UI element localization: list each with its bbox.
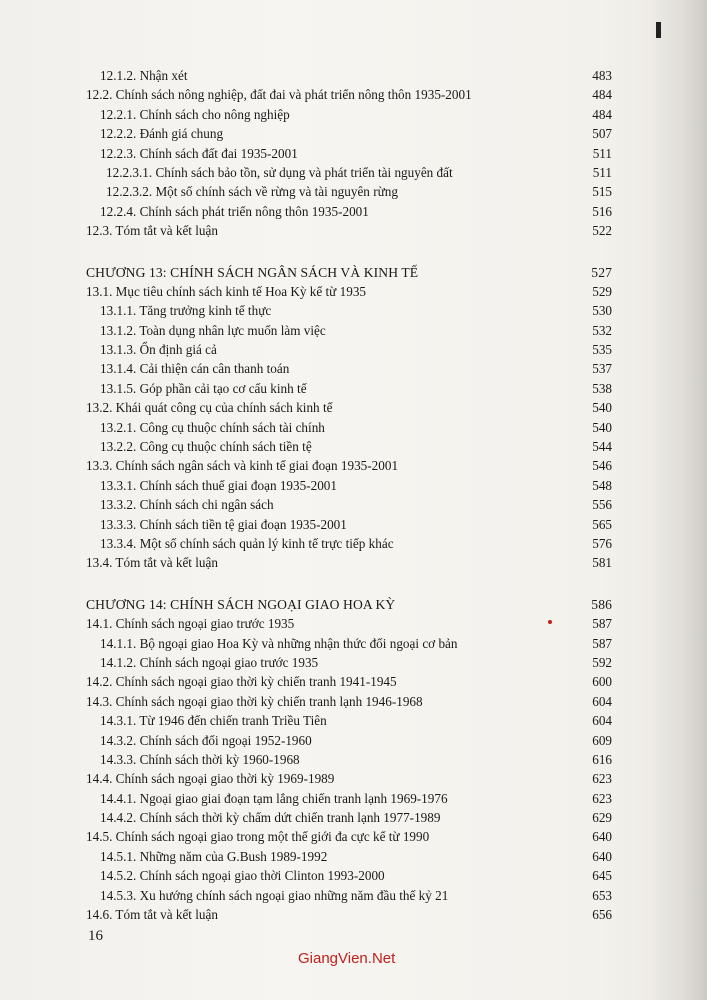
toc-entry[interactable] xyxy=(86,905,612,924)
toc-entry[interactable] xyxy=(86,731,612,750)
toc-entry[interactable] xyxy=(86,789,612,808)
toc-entry-page: 576 xyxy=(592,535,612,551)
toc-entry[interactable] xyxy=(86,692,612,711)
toc-entry-page: 483 xyxy=(592,68,612,83)
toc-entry[interactable] xyxy=(86,221,612,240)
toc-chapter-heading[interactable] xyxy=(86,263,612,282)
ink-speck xyxy=(548,620,552,624)
toc-entry-page: 538 xyxy=(592,380,612,396)
toc-entry-page: 587 xyxy=(592,616,612,632)
toc-entry[interactable] xyxy=(86,301,612,320)
toc-entry-page: 484 xyxy=(592,87,612,103)
toc-entry-title: 12.2.3. Chính sách đất đai 1935-2001 xyxy=(100,145,298,161)
toc-entry-page: 629 xyxy=(592,810,612,826)
toc-entry-page: 586 xyxy=(591,596,612,612)
toc-entry-page: 640 xyxy=(592,829,612,845)
toc-entry[interactable] xyxy=(86,553,612,572)
toc-entry-title: 14.1. Chính sách ngoại giao trước 1935 xyxy=(86,616,295,632)
toc-entry-title: 13.2.1. Công cụ thuộc chính sách tài chính xyxy=(100,419,325,435)
toc-entry[interactable] xyxy=(86,515,612,534)
toc-entry-title: 12.2.1. Chính sách cho nông nghiệp xyxy=(100,106,290,122)
toc-entry[interactable] xyxy=(86,437,612,456)
page-number: 16 xyxy=(88,928,103,944)
toc-entry-title: 14.3.3. Chính sách thời kỳ 1960-1968 xyxy=(100,751,300,767)
toc-chapter-heading[interactable] xyxy=(86,595,612,614)
page-edge-shadow xyxy=(649,0,707,1000)
toc-entry-page: 604 xyxy=(592,713,612,729)
toc-entry[interactable] xyxy=(86,653,612,672)
table-of-contents xyxy=(86,66,612,924)
toc-entry-title: 12.2.2. Đánh giá chung xyxy=(100,126,224,142)
toc-entry-page: 544 xyxy=(592,439,612,455)
toc-entry-title: 13.1.5. Góp phần cải tạo cơ cấu kinh tế xyxy=(100,380,307,396)
toc-entry[interactable] xyxy=(86,340,612,359)
toc-entry-page: 592 xyxy=(592,654,612,670)
toc-entry-title: 14.3. Chính sách ngoại giao thời kỳ chiến tranh lạnh 1946-1968 xyxy=(86,693,423,709)
section-gap xyxy=(86,573,612,595)
toc-entry-title: 13.1.3. Ổn định giá cả xyxy=(100,342,217,358)
toc-entry-page: 527 xyxy=(591,264,612,280)
toc-entry-page: 616 xyxy=(592,751,612,767)
toc-entry[interactable] xyxy=(86,711,612,730)
toc-entry-page: 565 xyxy=(592,516,612,532)
toc-entry-page: 511 xyxy=(592,164,612,180)
toc-entry[interactable] xyxy=(86,827,612,846)
toc-entry-title: 13.2.2. Công cụ thuộc chính sách tiền tệ xyxy=(100,439,312,455)
toc-entry[interactable] xyxy=(86,456,612,475)
toc-entry[interactable] xyxy=(86,398,612,417)
toc-entry[interactable] xyxy=(86,379,612,398)
toc-entry-title: CHƯƠNG 13: CHÍNH SÁCH NGÂN SÁCH VÀ KINH TẾ xyxy=(86,264,419,280)
toc-entry-title: 13.2. Khái quát công cụ của chính sách kinh tế xyxy=(86,400,333,416)
toc-entry[interactable] xyxy=(86,534,612,553)
toc-entry-page: 556 xyxy=(592,497,612,513)
toc-entry[interactable] xyxy=(86,359,612,378)
toc-entry[interactable] xyxy=(86,672,612,691)
toc-entry-page: 581 xyxy=(592,555,612,571)
toc-entry-page: 511 xyxy=(592,145,612,161)
toc-entry-title: 14.4.1. Ngoại giao giai đoạn tạm lắng chiến tranh lạnh 1969-1976 xyxy=(100,790,448,806)
toc-entry-page: 537 xyxy=(592,361,612,377)
toc-entry-page: 640 xyxy=(592,848,612,864)
toc-entry-title: 13.3.1. Chính sách thuế giai đoạn 1935-2001 xyxy=(100,477,337,493)
toc-entry-title: 13.1.4. Cải thiện cán cân thanh toán xyxy=(100,361,290,377)
toc-entry[interactable] xyxy=(86,847,612,866)
toc-entry[interactable] xyxy=(86,614,612,633)
toc-entry[interactable] xyxy=(86,634,612,653)
toc-entry-page: 540 xyxy=(592,400,612,416)
toc-entry-title: 12.2.3.1. Chính sách bảo tồn, sử dụng và phát triển tài nguyên đất xyxy=(106,164,453,180)
toc-entry[interactable] xyxy=(86,418,612,437)
toc-entry[interactable] xyxy=(86,66,612,85)
toc-entry-title: 14.3.1. Từ 1946 đến chiến tranh Triều Tiên xyxy=(100,713,327,729)
toc-entry[interactable] xyxy=(86,182,612,201)
toc-entry-page: 530 xyxy=(592,303,612,319)
toc-entry[interactable] xyxy=(86,105,612,124)
toc-entry[interactable] xyxy=(86,85,612,104)
toc-entry-page: 548 xyxy=(592,477,612,493)
toc-entry-page: 507 xyxy=(592,126,612,142)
toc-entry-page: 535 xyxy=(592,342,612,358)
toc-entry[interactable] xyxy=(86,866,612,885)
toc-entry-page: 604 xyxy=(592,693,612,709)
toc-entry[interactable] xyxy=(86,769,612,788)
toc-entry[interactable] xyxy=(86,202,612,221)
toc-entry-title: 14.1.2. Chính sách ngoại giao trước 1935 xyxy=(100,654,319,670)
toc-entry-title: 14.1.1. Bộ ngoại giao Hoa Kỳ và những nhận thức đối ngoại cơ bản xyxy=(100,635,458,651)
section-gap xyxy=(86,241,612,263)
toc-entry-title: 12.2.3.2. Một số chính sách về rừng và tài nguyên rừng xyxy=(106,184,398,200)
toc-entry-page: 609 xyxy=(592,732,612,748)
toc-entry-page: 546 xyxy=(592,458,612,474)
toc-entry-title: 13.1.1. Tăng trưởng kinh tế thực xyxy=(100,303,272,319)
toc-entry-title: 13.3.4. Một số chính sách quản lý kinh tế trực tiếp khác xyxy=(100,535,394,551)
toc-entry-title: 13.3.3. Chính sách tiền tệ giai đoạn 1935-2001 xyxy=(100,516,347,532)
toc-entry-page: 587 xyxy=(592,635,612,651)
toc-entry-page: 484 xyxy=(592,106,612,122)
toc-entry-title: 13.1.2. Toàn dụng nhân lực muốn làm việc xyxy=(100,322,326,338)
toc-entry-page: 600 xyxy=(592,674,612,690)
toc-entry-title: 13.3. Chính sách ngân sách và kinh tế giai đoạn 1935-2001 xyxy=(86,458,399,474)
toc-entry-title: 14.4. Chính sách ngoại giao thời kỳ 1969-1989 xyxy=(86,771,335,787)
toc-entry-title: 13.1. Mục tiêu chính sách kinh tế Hoa Kỳ kể từ 1935 xyxy=(86,283,367,299)
toc-entry-page: 516 xyxy=(592,203,612,219)
toc-entry-title: 12.3. Tóm tắt và kết luận xyxy=(86,223,218,239)
toc-entry-title: 14.5. Chính sách ngoại giao trong một thế giới đa cực kể từ 1990 xyxy=(86,829,430,845)
toc-entry-title: 13.3.2. Chính sách chi ngân sách xyxy=(100,497,274,513)
toc-entry-title: 14.3.2. Chính sách đối ngoại 1952-1960 xyxy=(100,732,312,748)
toc-entry-page: 656 xyxy=(592,907,612,923)
toc-entry-title: CHƯƠNG 14: CHÍNH SÁCH NGOẠI GIAO HOA KỲ xyxy=(86,596,396,612)
toc-entry[interactable] xyxy=(86,750,612,769)
toc-entry[interactable] xyxy=(86,808,612,827)
toc-entry[interactable] xyxy=(86,282,612,301)
watermark-text[interactable]: GiangVien.Net xyxy=(298,950,396,967)
toc-entry[interactable] xyxy=(86,124,612,143)
toc-entry-title: 14.6. Tóm tắt và kết luận xyxy=(86,907,218,923)
toc-entry[interactable] xyxy=(86,476,612,495)
toc-entry-page: 515 xyxy=(592,184,612,200)
toc-entry-title: 12.2. Chính sách nông nghiệp, đất đai và phát triển nông thôn 1935-2001 xyxy=(86,87,472,103)
toc-entry-page: 532 xyxy=(592,322,612,338)
page-edge-mark xyxy=(656,22,661,38)
toc-entry-page: 623 xyxy=(592,790,612,806)
toc-entry-title: 14.5.2. Chính sách ngoại giao thời Clinton 1993-2000 xyxy=(100,868,385,884)
toc-entry-title: 14.2. Chính sách ngoại giao thời kỳ chiến tranh 1941-1945 xyxy=(86,674,397,690)
toc-entry[interactable] xyxy=(86,886,612,905)
toc-entry-page: 529 xyxy=(592,283,612,299)
toc-entry-page: 653 xyxy=(592,887,612,903)
toc-entry[interactable] xyxy=(86,163,612,182)
toc-entry[interactable] xyxy=(86,144,612,163)
toc-entry-title: 14.5.1. Những năm của G.Bush 1989-1992 xyxy=(100,848,328,864)
toc-entry[interactable] xyxy=(86,495,612,514)
toc-entry-page: 645 xyxy=(592,868,612,884)
toc-entry-page: 522 xyxy=(592,223,612,239)
toc-entry-title: 12.1.2. Nhận xét xyxy=(100,68,188,83)
toc-entry-title: 14.4.2. Chính sách thời kỳ chấm dứt chiến tranh lạnh 1977-1989 xyxy=(100,810,441,826)
toc-entry-title: 13.4. Tóm tắt và kết luận xyxy=(86,555,218,571)
toc-entry-title: 14.5.3. Xu hướng chính sách ngoại giao những năm đầu thế kỷ 21 xyxy=(100,887,449,903)
toc-entry-page: 623 xyxy=(592,771,612,787)
toc-entry-page: 540 xyxy=(592,419,612,435)
toc-entry-title: 12.2.4. Chính sách phát triển nông thôn 1935-2001 xyxy=(100,203,369,219)
toc-entry[interactable] xyxy=(86,321,612,340)
